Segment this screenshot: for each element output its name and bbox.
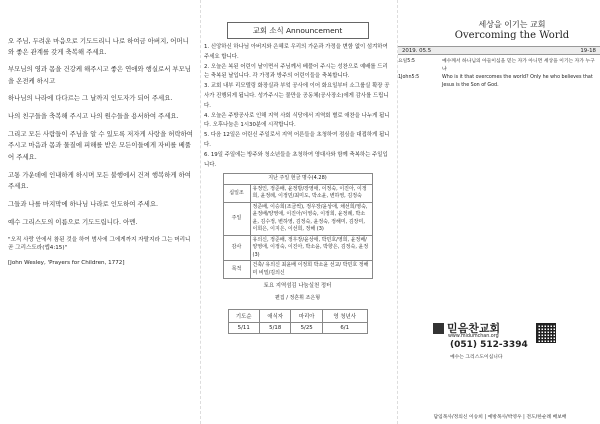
table-row <box>223 202 372 235</box>
cover-subtitle: 세상을 이기는 교회 <box>478 20 546 29</box>
offering-table-header: 지난 주일 현금 명수(4.28) <box>223 174 372 185</box>
offering-category: 감사 <box>223 235 250 261</box>
announcement-item: 2. 오늘은 복된 어린이 날이면서 주님께서 베풀어 주시는 성찬으로 예배를 드리는 축복된 날입니다. 각 가정과 방주의 어린이들을 축복합니다. <box>204 63 388 80</box>
church-logo-icon <box>433 323 444 334</box>
roster-date: 5/25 <box>291 323 322 334</box>
prayer-paragraph: 오 주님, 두려운 마음으로 기도드리니 나로 하여금 아버지, 어머니와 좋은 관계를 갖게 축복해 주세요. <box>8 37 189 57</box>
prayer-paragraph: 부모님의 영과 몸을 건강케 해주시고 좋은 연애와 행실로서 부모님을 온전케 하시고 <box>8 65 191 85</box>
prayer-paragraph: 그들과 나를 마지막에 하나님 나라로 인도하여 주세요. <box>8 200 159 209</box>
table-row <box>223 184 372 202</box>
verse-text-en: Who is it that overcomes the world? Only he who believes that Jesus is the Son of God. <box>442 75 593 88</box>
cover-panel <box>398 0 600 424</box>
church-phone: (051) 512-3394 <box>450 340 528 350</box>
church-motto: 예수는 그리스도이십니다 <box>450 355 503 360</box>
verse-text-ko: 예수께서 하나님의 아들이심을 믿는 자가 아니면 세상을 이기는 자가 누구냐 <box>442 59 595 72</box>
editor-credit: 편집 / 정흔휘 조은형 <box>274 295 321 302</box>
duty-roster <box>228 309 368 334</box>
offering-names: 정준배, 이승희(조금씩), 정우장/윤상애, 채선희/영숙, 윤정배/양영애, 이진아/이영숙, 이정희, 윤정례, 박소윤, 김수정, 변하영, 김정숙, 윤정숙, 정해미, 김장미, 이희은, 이지은, 이선희, 정해 (3) <box>250 202 372 235</box>
announcement-item: 4. 오늘은 주방공사로 인해 지역 사회 식당에서 지역회 별로 애찬을 나누게 됩니다. 오후나눔은 1시30분에 시작합니다. <box>204 112 390 129</box>
church-url[interactable]: www.midumchan.org <box>448 334 499 339</box>
qr-code-icon <box>536 323 556 343</box>
table-row <box>223 235 372 261</box>
prayer-paragraph: 고통 가운데에 인내하게 하시며 모든 불행에서 건져 행복하게 하여 주세요. <box>8 170 191 191</box>
offering-names: 유정인, 정준배, 윤정방/장영애, 이정숙, 이진아, 이정희, 윤정례, 이정민/최미도, 박소윤, 변하영, 김정숙 <box>250 184 372 202</box>
cover-title: Overcoming the World <box>454 30 570 41</box>
verse-ref-en: 1John5:5 <box>398 75 420 80</box>
prayer-source: [John Wesley, 'Prayers for Children, 1772] <box>8 259 125 266</box>
prayer-paragraph: 예수 그리스도의 이름으로 기도드립니다. 아멘. <box>8 218 138 227</box>
cover-header <box>442 20 582 42</box>
prayer-panel <box>0 0 200 424</box>
table-row <box>228 310 367 323</box>
roster-date: 6/1 <box>322 323 367 334</box>
announcement-panel <box>200 0 395 424</box>
prayer-quote: "오직 사랑 안에서 참된 것을 하여 범사에 그에게까지 자랄지라 그는 머리니 곧 그리스도라(엡4:15)" <box>8 236 191 252</box>
issue-number: 19-18 <box>580 48 596 54</box>
announcement-item: 6. 19일 주일에는 방주와 청소년들을 초청하여 영대사와 함께 축복하는 주일입니다. <box>204 151 388 168</box>
prayer-paragraph: 그리고 모든 사람들이 주님을 알 수 있도록 저자게 사랑을 허락하여 주시고 마음과 몸과 물질에 피해를 받은 모든이들에게 자비를 베풀어 주세요. <box>8 130 193 161</box>
roster-header: 기도순 <box>228 310 259 323</box>
announcement-item: 1. 신앙하신 하나님 아버지와 은혜로 우리의 가운과 가정을 변함 없이 섬겨하여 주세요 합니다. <box>204 44 388 60</box>
offering-table <box>223 173 373 279</box>
staff-list: 담임목사/정의신 이승희 | 예방목사/박영우 | 전도/한순례 배보배 <box>433 415 567 420</box>
roster-header: 영 청년사 <box>322 310 367 323</box>
issue-date: 2019. 05.5 <box>402 48 432 54</box>
church-name: 믿음찬교회 <box>447 322 501 335</box>
announcement-title: 교회 소식 Announcement <box>227 22 369 39</box>
announcement-item: 5. 다음 12일은 어린신 주일로서 지역 어른들을 초청하여 점심을 대접하게 됩니다. <box>204 132 390 148</box>
roster-date: 5/18 <box>259 323 290 334</box>
offering-footer: 토요 지역섬김 나눔실천 정터 <box>263 283 332 290</box>
roster-date: 5/11 <box>228 323 259 334</box>
roster-header: 마리아 <box>291 310 322 323</box>
prayer-paragraph: 하나님의 나라에 다다르는 그 날까지 인도자가 되어 주세요. <box>8 93 173 102</box>
table-row <box>223 261 372 279</box>
offering-category: 주일 <box>223 202 250 235</box>
prayer-paragraph: 나의 친구들을 축복해 주시고 나의 원수들을 용서하여 주세요. <box>8 112 179 121</box>
roster-header: 애식자 <box>259 310 290 323</box>
verse-ref-ko: 요일5:5 <box>398 59 415 64</box>
announcement-list <box>204 43 391 170</box>
church-block <box>398 320 600 380</box>
offering-names: 유의신, 정준배, 정우장/윤상애, 박민호/영희, 윤정배/양영애, 이정숙, 이진아, 박소윤, 박향은, 김정숙, 윤정 (3) <box>250 235 372 261</box>
offering-category: 십일조 <box>223 184 250 202</box>
offering-category: 목적 <box>223 261 250 279</box>
offering-names: 건축/ 유의신 최윤배 이정희 박소윤 선교/ 박민호 정해미 비밀/김의신 <box>250 261 372 279</box>
table-row <box>228 323 367 334</box>
issue-bar <box>398 46 600 55</box>
announcement-item: 3. 교회 내부 리모델링 화장실과 부엌 공사에 이어 화요일부터 소그룹실 확장 공사가 진행되게 됩니다. 성가주시는 물만을 공동체(공사장소)에게 감사를 드립니다. <box>204 83 390 109</box>
